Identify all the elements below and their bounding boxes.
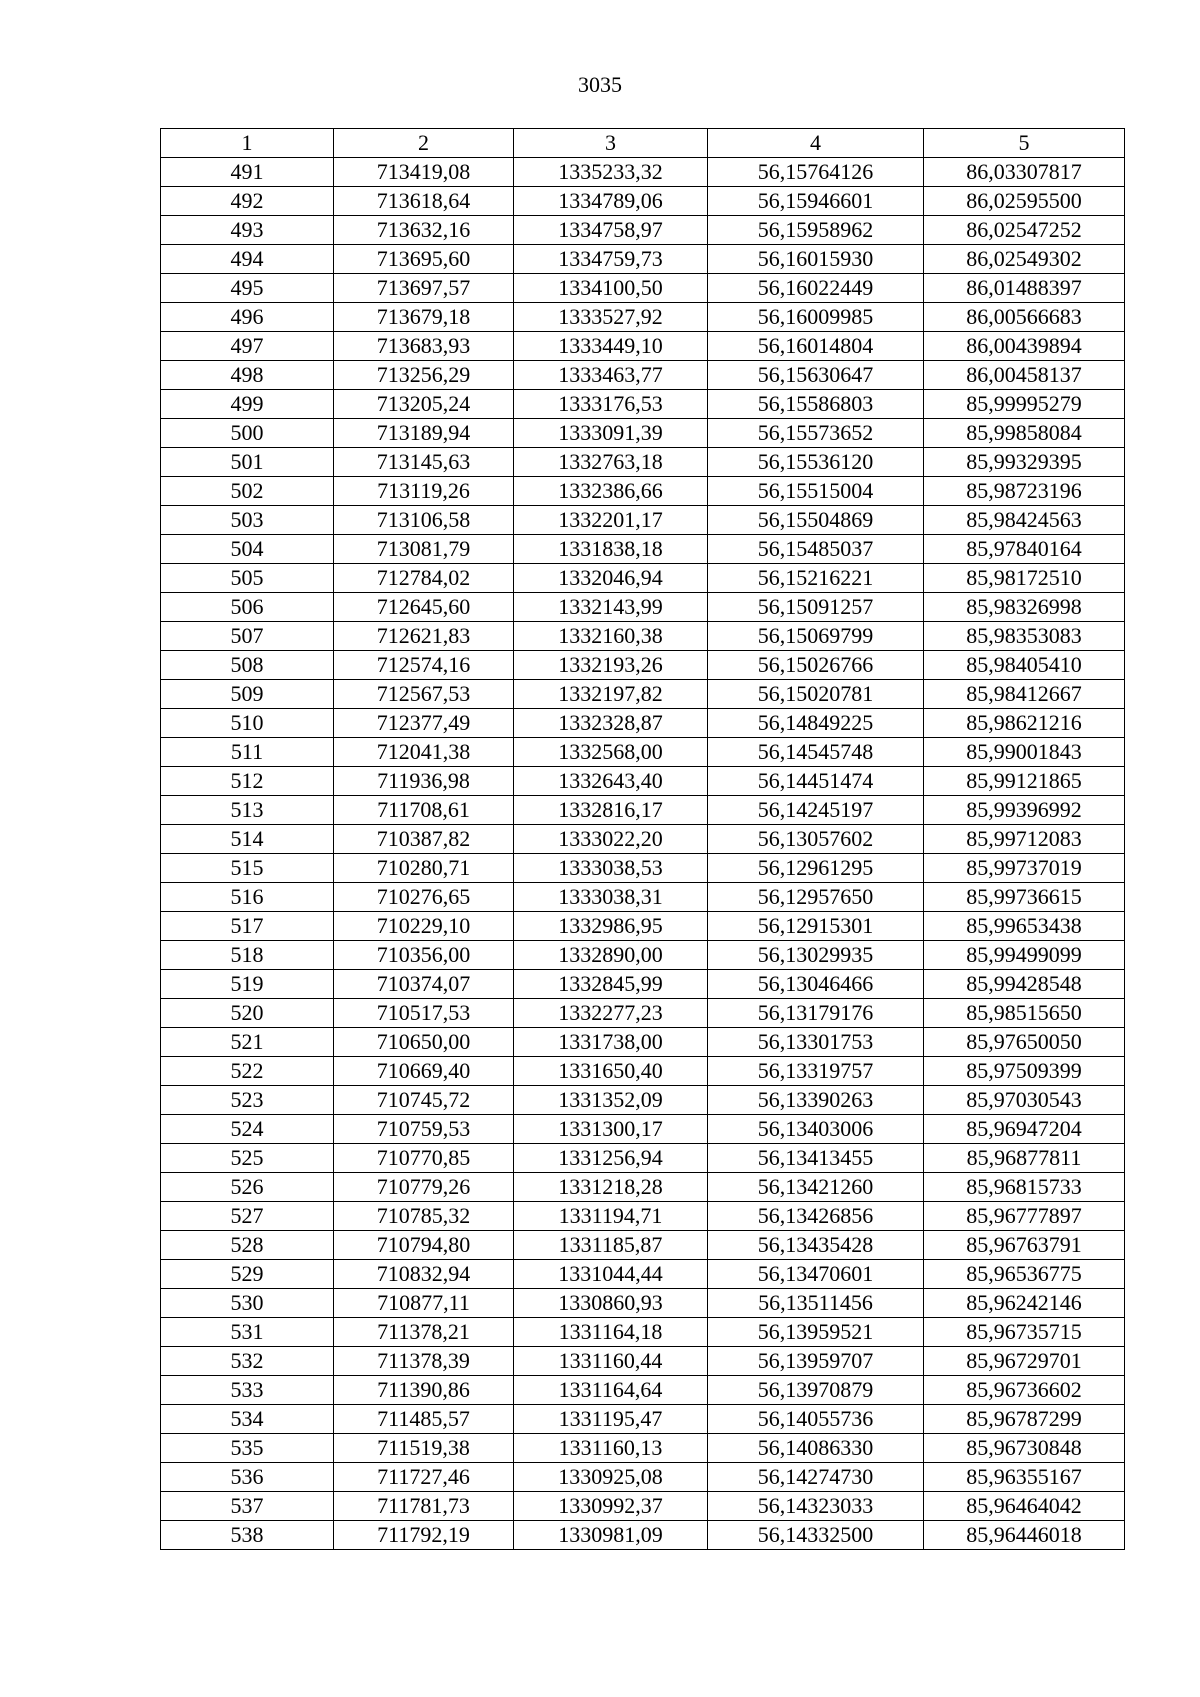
cell-point-number: 524 <box>161 1115 334 1144</box>
cell-latitude: 56,15026766 <box>708 651 924 680</box>
cell-point-number: 505 <box>161 564 334 593</box>
cell-longitude: 85,96736602 <box>924 1376 1125 1405</box>
cell-x-coordinate: 710877,11 <box>334 1289 514 1318</box>
cell-x-coordinate: 711708,61 <box>334 796 514 825</box>
cell-longitude: 86,01488397 <box>924 274 1125 303</box>
cell-longitude: 86,02549302 <box>924 245 1125 274</box>
cell-y-coordinate: 1332277,23 <box>514 999 708 1028</box>
cell-point-number: 517 <box>161 912 334 941</box>
cell-point-number: 534 <box>161 1405 334 1434</box>
table-row <box>161 158 1125 187</box>
cell-y-coordinate: 1332643,40 <box>514 767 708 796</box>
cell-y-coordinate: 1331738,00 <box>514 1028 708 1057</box>
table-row <box>161 1521 1125 1550</box>
cell-latitude: 56,15069799 <box>708 622 924 651</box>
cell-point-number: 533 <box>161 1376 334 1405</box>
cell-x-coordinate: 711727,46 <box>334 1463 514 1492</box>
table-row <box>161 477 1125 506</box>
cell-point-number: 523 <box>161 1086 334 1115</box>
cell-point-number: 514 <box>161 825 334 854</box>
cell-x-coordinate: 712784,02 <box>334 564 514 593</box>
cell-x-coordinate: 710356,00 <box>334 941 514 970</box>
cell-x-coordinate: 710832,94 <box>334 1260 514 1289</box>
cell-y-coordinate: 1331218,28 <box>514 1173 708 1202</box>
cell-point-number: 496 <box>161 303 334 332</box>
cell-x-coordinate: 713697,57 <box>334 274 514 303</box>
cell-y-coordinate: 1332386,66 <box>514 477 708 506</box>
cell-point-number: 510 <box>161 709 334 738</box>
cell-latitude: 56,15958962 <box>708 216 924 245</box>
cell-latitude: 56,16009985 <box>708 303 924 332</box>
cell-longitude: 85,98412667 <box>924 680 1125 709</box>
cell-point-number: 497 <box>161 332 334 361</box>
cell-y-coordinate: 1333176,53 <box>514 390 708 419</box>
cell-y-coordinate: 1334789,06 <box>514 187 708 216</box>
cell-longitude: 85,99121865 <box>924 767 1125 796</box>
cell-y-coordinate: 1330981,09 <box>514 1521 708 1550</box>
table-row <box>161 883 1125 912</box>
cell-longitude: 85,98172510 <box>924 564 1125 593</box>
cell-latitude: 56,14451474 <box>708 767 924 796</box>
table-row <box>161 854 1125 883</box>
cell-point-number: 513 <box>161 796 334 825</box>
cell-point-number: 502 <box>161 477 334 506</box>
cell-latitude: 56,13421260 <box>708 1173 924 1202</box>
cell-longitude: 85,98326998 <box>924 593 1125 622</box>
cell-y-coordinate: 1332193,26 <box>514 651 708 680</box>
table-body <box>161 158 1125 1550</box>
cell-longitude: 85,96729701 <box>924 1347 1125 1376</box>
cell-point-number: 525 <box>161 1144 334 1173</box>
table-row <box>161 999 1125 1028</box>
cell-point-number: 495 <box>161 274 334 303</box>
cell-x-coordinate: 711781,73 <box>334 1492 514 1521</box>
cell-x-coordinate: 710374,07 <box>334 970 514 999</box>
cell-latitude: 56,14545748 <box>708 738 924 767</box>
cell-x-coordinate: 713695,60 <box>334 245 514 274</box>
table-row <box>161 535 1125 564</box>
cell-x-coordinate: 710759,53 <box>334 1115 514 1144</box>
cell-point-number: 498 <box>161 361 334 390</box>
cell-y-coordinate: 1331164,64 <box>514 1376 708 1405</box>
cell-longitude: 85,96735715 <box>924 1318 1125 1347</box>
cell-point-number: 535 <box>161 1434 334 1463</box>
table-row <box>161 448 1125 477</box>
cell-y-coordinate: 1335233,32 <box>514 158 708 187</box>
table-row <box>161 1231 1125 1260</box>
cell-y-coordinate: 1331044,44 <box>514 1260 708 1289</box>
cell-point-number: 529 <box>161 1260 334 1289</box>
cell-x-coordinate: 710517,53 <box>334 999 514 1028</box>
cell-y-coordinate: 1332890,00 <box>514 941 708 970</box>
cell-y-coordinate: 1333038,53 <box>514 854 708 883</box>
cell-point-number: 521 <box>161 1028 334 1057</box>
table-row <box>161 1463 1125 1492</box>
table-row <box>161 1260 1125 1289</box>
cell-latitude: 56,14086330 <box>708 1434 924 1463</box>
cell-latitude: 56,15091257 <box>708 593 924 622</box>
table-row <box>161 1028 1125 1057</box>
cell-point-number: 499 <box>161 390 334 419</box>
cell-latitude: 56,15586803 <box>708 390 924 419</box>
table-row <box>161 1376 1125 1405</box>
cell-latitude: 56,12957650 <box>708 883 924 912</box>
cell-point-number: 500 <box>161 419 334 448</box>
cell-longitude: 85,98424563 <box>924 506 1125 535</box>
cell-longitude: 85,96446018 <box>924 1521 1125 1550</box>
header-row <box>161 129 1125 158</box>
cell-y-coordinate: 1332763,18 <box>514 448 708 477</box>
cell-point-number: 512 <box>161 767 334 796</box>
cell-longitude: 85,99737019 <box>924 854 1125 883</box>
cell-x-coordinate: 713632,16 <box>334 216 514 245</box>
cell-point-number: 531 <box>161 1318 334 1347</box>
table-row <box>161 651 1125 680</box>
cell-latitude: 56,15515004 <box>708 477 924 506</box>
cell-x-coordinate: 710280,71 <box>334 854 514 883</box>
cell-latitude: 56,13029935 <box>708 941 924 970</box>
cell-y-coordinate: 1331300,17 <box>514 1115 708 1144</box>
cell-latitude: 56,15573652 <box>708 419 924 448</box>
cell-latitude: 56,13959707 <box>708 1347 924 1376</box>
column-header: 2 <box>334 129 514 158</box>
cell-y-coordinate: 1333527,92 <box>514 303 708 332</box>
table-row <box>161 970 1125 999</box>
cell-x-coordinate: 711485,57 <box>334 1405 514 1434</box>
cell-latitude: 56,13057602 <box>708 825 924 854</box>
cell-y-coordinate: 1332046,94 <box>514 564 708 593</box>
cell-x-coordinate: 711936,98 <box>334 767 514 796</box>
cell-longitude: 85,99995279 <box>924 390 1125 419</box>
table-row <box>161 1347 1125 1376</box>
cell-latitude: 56,12961295 <box>708 854 924 883</box>
table-row <box>161 419 1125 448</box>
cell-latitude: 56,13179176 <box>708 999 924 1028</box>
cell-x-coordinate: 712574,16 <box>334 651 514 680</box>
table-row <box>161 912 1125 941</box>
cell-longitude: 85,98621216 <box>924 709 1125 738</box>
cell-longitude: 85,96877811 <box>924 1144 1125 1173</box>
cell-y-coordinate: 1330925,08 <box>514 1463 708 1492</box>
cell-y-coordinate: 1331160,44 <box>514 1347 708 1376</box>
cell-longitude: 85,98723196 <box>924 477 1125 506</box>
cell-y-coordinate: 1331352,09 <box>514 1086 708 1115</box>
cell-latitude: 56,13319757 <box>708 1057 924 1086</box>
cell-longitude: 86,02547252 <box>924 216 1125 245</box>
cell-longitude: 85,98405410 <box>924 651 1125 680</box>
cell-latitude: 56,16014804 <box>708 332 924 361</box>
table-row <box>161 1434 1125 1463</box>
cell-y-coordinate: 1334100,50 <box>514 274 708 303</box>
cell-latitude: 56,14055736 <box>708 1405 924 1434</box>
cell-latitude: 56,13413455 <box>708 1144 924 1173</box>
cell-latitude: 56,13959521 <box>708 1318 924 1347</box>
cell-x-coordinate: 710779,26 <box>334 1173 514 1202</box>
cell-longitude: 85,96763791 <box>924 1231 1125 1260</box>
column-header: 5 <box>924 129 1125 158</box>
cell-y-coordinate: 1334758,97 <box>514 216 708 245</box>
cell-x-coordinate: 713106,58 <box>334 506 514 535</box>
cell-latitude: 56,15630647 <box>708 361 924 390</box>
cell-latitude: 56,15020781 <box>708 680 924 709</box>
cell-x-coordinate: 710745,72 <box>334 1086 514 1115</box>
cell-point-number: 537 <box>161 1492 334 1521</box>
cell-point-number: 515 <box>161 854 334 883</box>
table-row <box>161 1289 1125 1318</box>
cell-y-coordinate: 1331185,87 <box>514 1231 708 1260</box>
cell-y-coordinate: 1330992,37 <box>514 1492 708 1521</box>
cell-x-coordinate: 710229,10 <box>334 912 514 941</box>
cell-point-number: 511 <box>161 738 334 767</box>
column-header: 4 <box>708 129 924 158</box>
cell-latitude: 56,14245197 <box>708 796 924 825</box>
cell-point-number: 538 <box>161 1521 334 1550</box>
cell-latitude: 56,13390263 <box>708 1086 924 1115</box>
cell-latitude: 56,15216221 <box>708 564 924 593</box>
cell-point-number: 508 <box>161 651 334 680</box>
cell-x-coordinate: 710794,80 <box>334 1231 514 1260</box>
cell-longitude: 86,00439894 <box>924 332 1125 361</box>
cell-latitude: 56,12915301 <box>708 912 924 941</box>
table-row <box>161 767 1125 796</box>
table-row <box>161 1492 1125 1521</box>
cell-y-coordinate: 1331650,40 <box>514 1057 708 1086</box>
table-row <box>161 274 1125 303</box>
cell-latitude: 56,13403006 <box>708 1115 924 1144</box>
cell-longitude: 85,99736615 <box>924 883 1125 912</box>
table-row <box>161 564 1125 593</box>
table-row <box>161 709 1125 738</box>
cell-point-number: 493 <box>161 216 334 245</box>
table-row <box>161 216 1125 245</box>
cell-x-coordinate: 713618,64 <box>334 187 514 216</box>
cell-point-number: 494 <box>161 245 334 274</box>
cell-longitude: 85,99329395 <box>924 448 1125 477</box>
cell-point-number: 522 <box>161 1057 334 1086</box>
table-row <box>161 738 1125 767</box>
cell-point-number: 528 <box>161 1231 334 1260</box>
cell-latitude: 56,15946601 <box>708 187 924 216</box>
cell-x-coordinate: 711390,86 <box>334 1376 514 1405</box>
cell-y-coordinate: 1332160,38 <box>514 622 708 651</box>
cell-y-coordinate: 1333463,77 <box>514 361 708 390</box>
cell-y-coordinate: 1332328,87 <box>514 709 708 738</box>
cell-longitude: 86,00566683 <box>924 303 1125 332</box>
cell-x-coordinate: 713679,18 <box>334 303 514 332</box>
cell-point-number: 507 <box>161 622 334 651</box>
cell-latitude: 56,15536120 <box>708 448 924 477</box>
table-row <box>161 1144 1125 1173</box>
cell-point-number: 536 <box>161 1463 334 1492</box>
table-row <box>161 941 1125 970</box>
cell-longitude: 85,96536775 <box>924 1260 1125 1289</box>
cell-latitude: 56,14323033 <box>708 1492 924 1521</box>
cell-y-coordinate: 1332201,17 <box>514 506 708 535</box>
cell-x-coordinate: 713189,94 <box>334 419 514 448</box>
cell-x-coordinate: 713419,08 <box>334 158 514 187</box>
cell-x-coordinate: 713256,29 <box>334 361 514 390</box>
column-header: 1 <box>161 129 334 158</box>
cell-longitude: 85,96355167 <box>924 1463 1125 1492</box>
table-row <box>161 187 1125 216</box>
cell-latitude: 56,13470601 <box>708 1260 924 1289</box>
cell-latitude: 56,14332500 <box>708 1521 924 1550</box>
table-row <box>161 1115 1125 1144</box>
table-row <box>161 622 1125 651</box>
cell-latitude: 56,13426856 <box>708 1202 924 1231</box>
cell-y-coordinate: 1330860,93 <box>514 1289 708 1318</box>
cell-longitude: 85,96464042 <box>924 1492 1125 1521</box>
cell-longitude: 85,99001843 <box>924 738 1125 767</box>
cell-point-number: 526 <box>161 1173 334 1202</box>
cell-y-coordinate: 1331160,13 <box>514 1434 708 1463</box>
cell-x-coordinate: 710785,32 <box>334 1202 514 1231</box>
cell-point-number: 527 <box>161 1202 334 1231</box>
table-row <box>161 1086 1125 1115</box>
cell-x-coordinate: 713683,93 <box>334 332 514 361</box>
table-row <box>161 332 1125 361</box>
cell-y-coordinate: 1332143,99 <box>514 593 708 622</box>
cell-longitude: 85,99396992 <box>924 796 1125 825</box>
cell-longitude: 85,99858084 <box>924 419 1125 448</box>
cell-latitude: 56,16015930 <box>708 245 924 274</box>
cell-x-coordinate: 711792,19 <box>334 1521 514 1550</box>
cell-point-number: 530 <box>161 1289 334 1318</box>
cell-x-coordinate: 712567,53 <box>334 680 514 709</box>
cell-longitude: 86,00458137 <box>924 361 1125 390</box>
table-row <box>161 593 1125 622</box>
table-row <box>161 825 1125 854</box>
table-row <box>161 303 1125 332</box>
cell-longitude: 85,96777897 <box>924 1202 1125 1231</box>
table-header <box>161 129 1125 158</box>
column-header: 3 <box>514 129 708 158</box>
cell-x-coordinate: 710276,65 <box>334 883 514 912</box>
cell-latitude: 56,14849225 <box>708 709 924 738</box>
table-row <box>161 1057 1125 1086</box>
cell-point-number: 503 <box>161 506 334 535</box>
table-row <box>161 1318 1125 1347</box>
cell-longitude: 85,99653438 <box>924 912 1125 941</box>
coordinates-table <box>160 128 1125 1550</box>
cell-x-coordinate: 713119,26 <box>334 477 514 506</box>
table-row <box>161 361 1125 390</box>
cell-longitude: 85,97030543 <box>924 1086 1125 1115</box>
cell-longitude: 86,03307817 <box>924 158 1125 187</box>
cell-longitude: 85,97650050 <box>924 1028 1125 1057</box>
cell-y-coordinate: 1334759,73 <box>514 245 708 274</box>
cell-y-coordinate: 1332986,95 <box>514 912 708 941</box>
cell-latitude: 56,13435428 <box>708 1231 924 1260</box>
cell-y-coordinate: 1333022,20 <box>514 825 708 854</box>
cell-latitude: 56,15485037 <box>708 535 924 564</box>
cell-x-coordinate: 711519,38 <box>334 1434 514 1463</box>
cell-x-coordinate: 711378,21 <box>334 1318 514 1347</box>
cell-point-number: 520 <box>161 999 334 1028</box>
table-row <box>161 245 1125 274</box>
cell-y-coordinate: 1332816,17 <box>514 796 708 825</box>
table-row <box>161 796 1125 825</box>
cell-y-coordinate: 1333449,10 <box>514 332 708 361</box>
cell-point-number: 519 <box>161 970 334 999</box>
cell-longitude: 85,96947204 <box>924 1115 1125 1144</box>
cell-y-coordinate: 1332568,00 <box>514 738 708 767</box>
cell-latitude: 56,13511456 <box>708 1289 924 1318</box>
cell-point-number: 492 <box>161 187 334 216</box>
cell-x-coordinate: 712621,83 <box>334 622 514 651</box>
cell-y-coordinate: 1332197,82 <box>514 680 708 709</box>
cell-y-coordinate: 1331838,18 <box>514 535 708 564</box>
cell-point-number: 506 <box>161 593 334 622</box>
cell-latitude: 56,13970879 <box>708 1376 924 1405</box>
cell-point-number: 532 <box>161 1347 334 1376</box>
cell-x-coordinate: 713205,24 <box>334 390 514 419</box>
cell-point-number: 504 <box>161 535 334 564</box>
table-row <box>161 1202 1125 1231</box>
page-number: 3035 <box>578 72 622 97</box>
table-row <box>161 1405 1125 1434</box>
cell-longitude: 86,02595500 <box>924 187 1125 216</box>
cell-latitude: 56,15764126 <box>708 158 924 187</box>
cell-longitude: 85,96815733 <box>924 1173 1125 1202</box>
cell-y-coordinate: 1331256,94 <box>514 1144 708 1173</box>
cell-longitude: 85,99499099 <box>924 941 1125 970</box>
cell-longitude: 85,98515650 <box>924 999 1125 1028</box>
cell-x-coordinate: 710650,00 <box>334 1028 514 1057</box>
cell-x-coordinate: 710387,82 <box>334 825 514 854</box>
cell-y-coordinate: 1333038,31 <box>514 883 708 912</box>
cell-x-coordinate: 712377,49 <box>334 709 514 738</box>
cell-longitude: 85,97509399 <box>924 1057 1125 1086</box>
cell-longitude: 85,97840164 <box>924 535 1125 564</box>
cell-point-number: 501 <box>161 448 334 477</box>
cell-y-coordinate: 1331195,47 <box>514 1405 708 1434</box>
cell-x-coordinate: 710770,85 <box>334 1144 514 1173</box>
cell-latitude: 56,16022449 <box>708 274 924 303</box>
cell-latitude: 56,13046466 <box>708 970 924 999</box>
cell-y-coordinate: 1333091,39 <box>514 419 708 448</box>
cell-point-number: 491 <box>161 158 334 187</box>
cell-x-coordinate: 711378,39 <box>334 1347 514 1376</box>
cell-x-coordinate: 710669,40 <box>334 1057 514 1086</box>
cell-longitude: 85,96730848 <box>924 1434 1125 1463</box>
cell-latitude: 56,14274730 <box>708 1463 924 1492</box>
cell-longitude: 85,98353083 <box>924 622 1125 651</box>
cell-longitude: 85,96242146 <box>924 1289 1125 1318</box>
cell-point-number: 509 <box>161 680 334 709</box>
cell-x-coordinate: 713145,63 <box>334 448 514 477</box>
table-row <box>161 390 1125 419</box>
table-row <box>161 1173 1125 1202</box>
cell-longitude: 85,99712083 <box>924 825 1125 854</box>
cell-x-coordinate: 712041,38 <box>334 738 514 767</box>
cell-longitude: 85,96787299 <box>924 1405 1125 1434</box>
table-row <box>161 506 1125 535</box>
cell-y-coordinate: 1331164,18 <box>514 1318 708 1347</box>
cell-x-coordinate: 713081,79 <box>334 535 514 564</box>
cell-x-coordinate: 712645,60 <box>334 593 514 622</box>
table-row <box>161 680 1125 709</box>
cell-point-number: 518 <box>161 941 334 970</box>
cell-latitude: 56,13301753 <box>708 1028 924 1057</box>
cell-latitude: 56,15504869 <box>708 506 924 535</box>
cell-point-number: 516 <box>161 883 334 912</box>
cell-y-coordinate: 1331194,71 <box>514 1202 708 1231</box>
cell-y-coordinate: 1332845,99 <box>514 970 708 999</box>
cell-longitude: 85,99428548 <box>924 970 1125 999</box>
